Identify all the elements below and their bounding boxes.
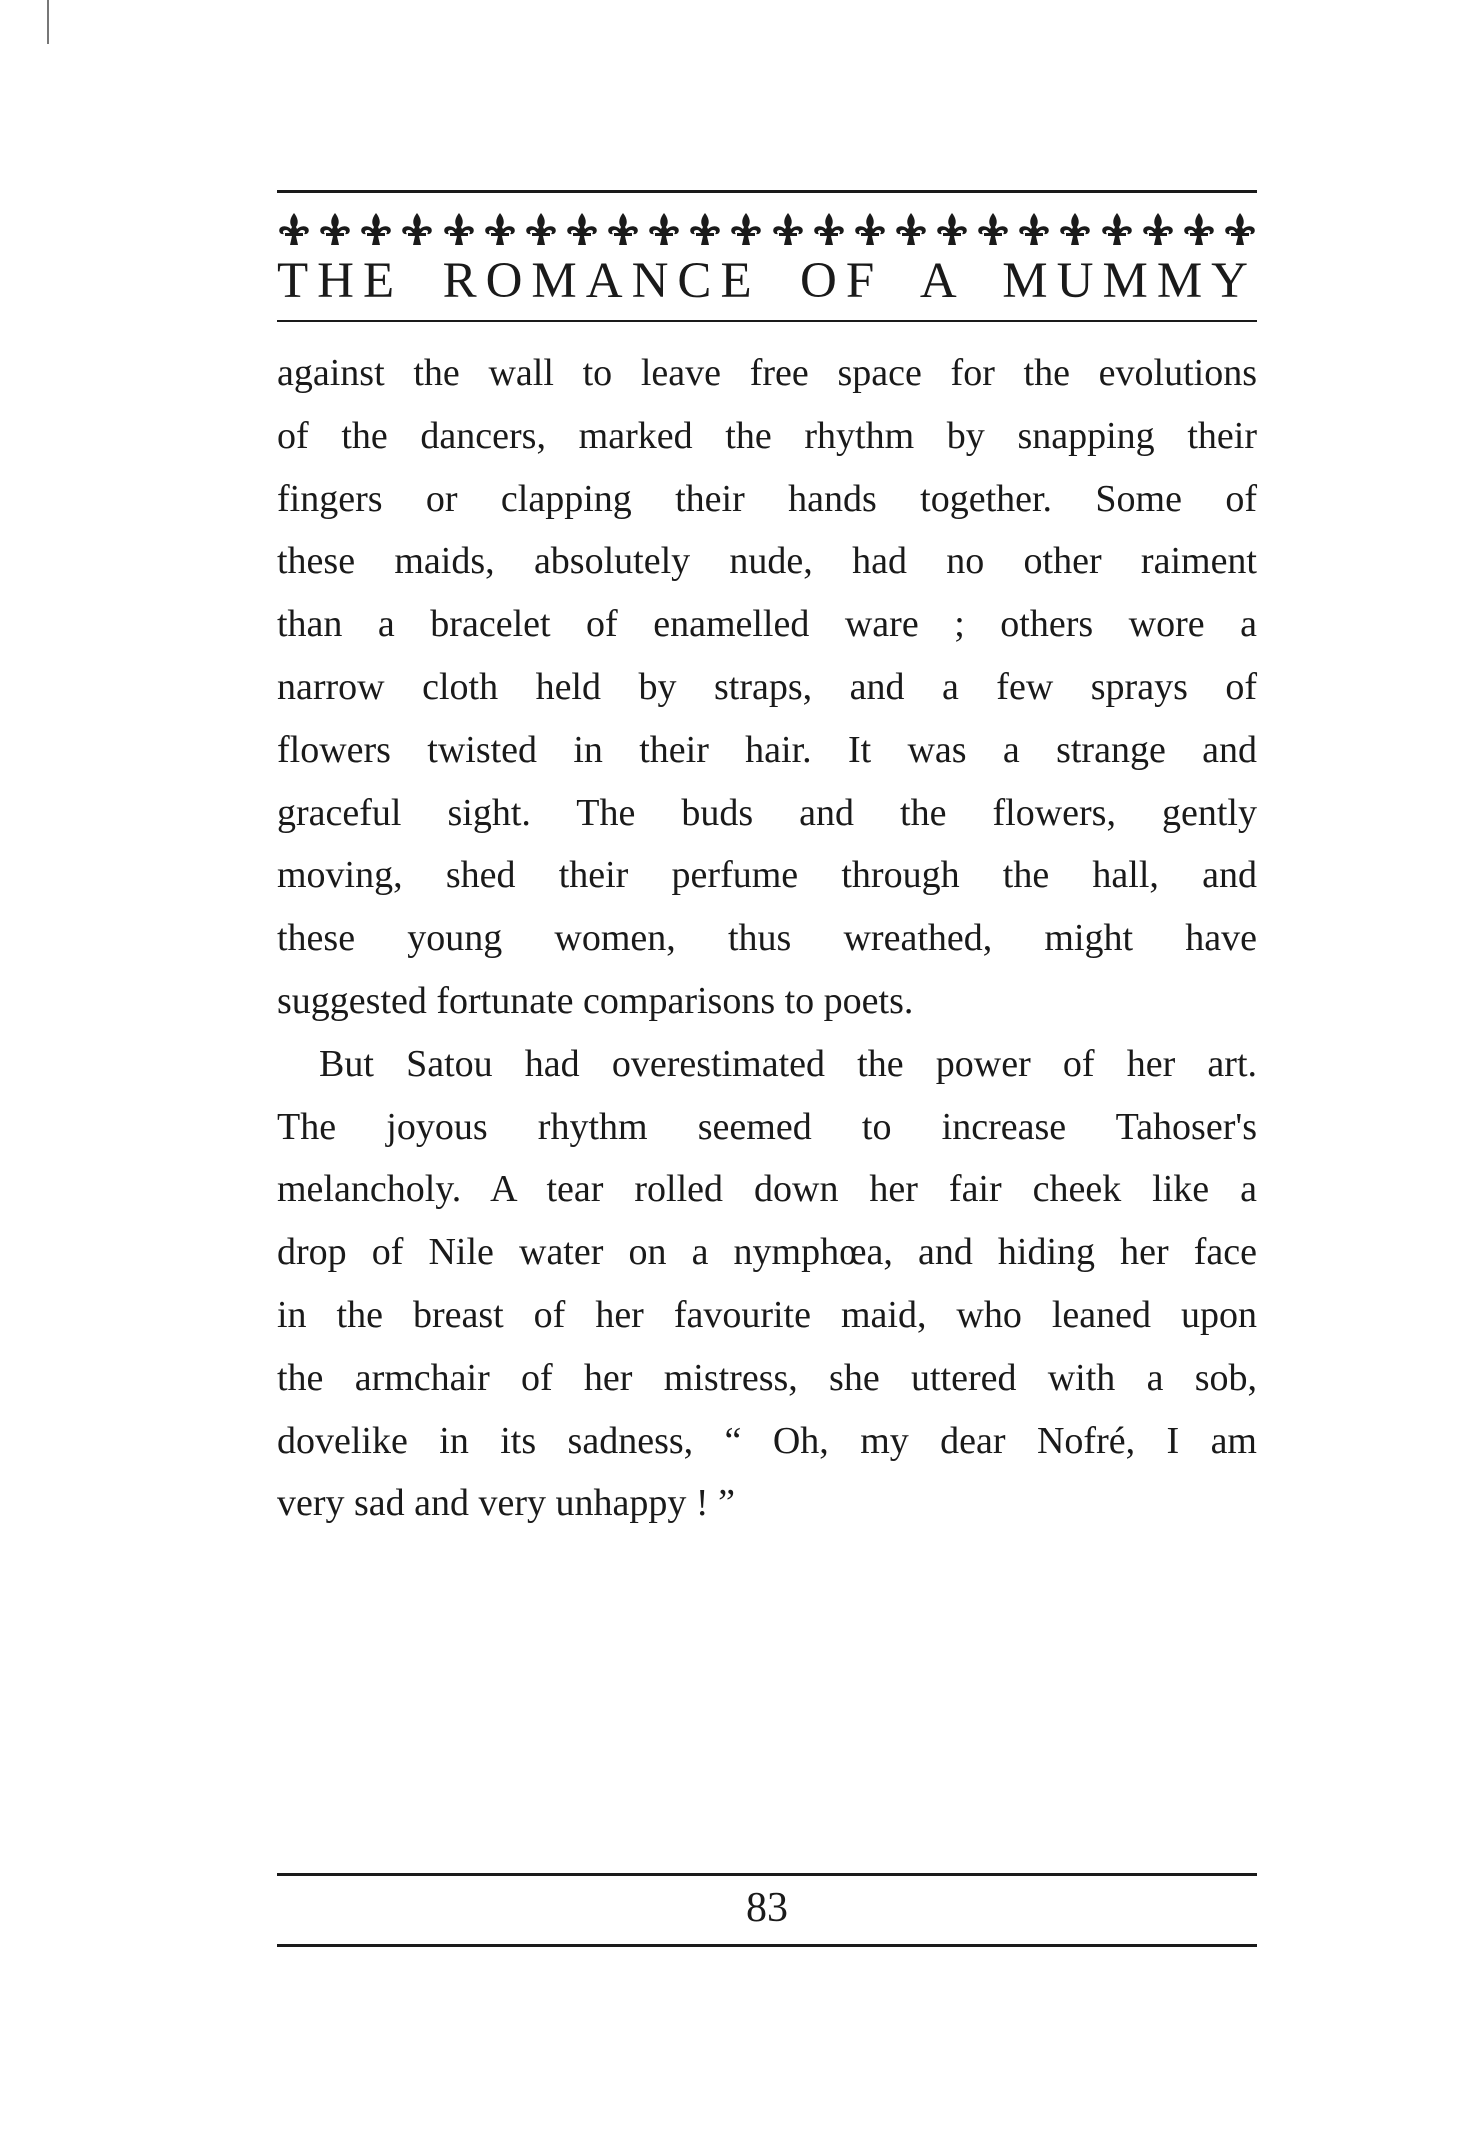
header-top-rule — [277, 190, 1257, 193]
fleur-de-lis-icon — [894, 212, 928, 248]
text-line: flowers twisted in their hair. It was a strange and — [277, 728, 1257, 771]
text-line: graceful sight. The buds and the flowers, gently — [277, 791, 1257, 834]
text-line: dovelike in its sadness, “ Oh, my dear Nofré, I am — [277, 1419, 1257, 1462]
text-line: the armchair of her mistress, she uttered with a sob, — [277, 1356, 1257, 1399]
body-text — [277, 342, 1257, 1535]
fleur-de-lis-icon — [688, 212, 722, 248]
footer-bottom-rule — [277, 1944, 1257, 1947]
paragraph-2 — [277, 1033, 1257, 1535]
fleur-de-lis-icon — [277, 212, 311, 248]
fleur-de-lis-icon — [771, 212, 805, 248]
fleur-de-lis-icon — [1141, 212, 1175, 248]
fleur-de-lis-icon — [483, 212, 517, 248]
footer-top-rule — [277, 1873, 1257, 1876]
fleur-de-lis-icon — [606, 212, 640, 248]
fleur-de-lis-icon — [935, 212, 969, 248]
text-line: these maids, absolutely nude, had no other raiment — [277, 540, 1257, 583]
text-line: against the wall to leave free space for the evolutions — [277, 352, 1257, 394]
text-line: of the dancers, marked the rhythm by snapping their — [277, 414, 1257, 457]
fleur-de-lis-icon — [524, 212, 558, 248]
fleur-de-lis-icon — [1223, 212, 1257, 248]
margin-mark — [47, 0, 49, 44]
fleur-de-lis-icon — [976, 212, 1010, 248]
running-head: THE ROMANCE OF A MUMMY — [277, 253, 1257, 309]
page-number: 83 — [746, 1885, 788, 1931]
fleur-de-lis-icon — [1182, 212, 1216, 248]
fleur-de-lis-icon — [1100, 212, 1134, 248]
text-line: moving, shed their perfume through the hall, and — [277, 854, 1257, 897]
text-line: The joyous rhythm seemed to increase Tahoser's — [277, 1105, 1257, 1148]
fleur-de-lis-icon — [853, 212, 887, 248]
fleur-de-lis-icon — [318, 212, 352, 248]
text-line: these young women, thus wreathed, might have — [277, 917, 1257, 960]
text-line: suggested fortunate comparisons to poets. — [277, 979, 914, 1022]
text-line: But Satou had overestimated the power of her art. — [319, 1042, 1257, 1085]
fleur-de-lis-icon — [400, 212, 434, 248]
text-line: melancholy. A tear rolled down her fair cheek like a — [277, 1168, 1257, 1211]
paragraph-1 — [277, 342, 1257, 1033]
fleur-de-lis-icon — [1017, 212, 1051, 248]
fleur-de-lis-icon — [565, 212, 599, 248]
fleur-de-lis-icon — [812, 212, 846, 248]
header-bottom-rule — [277, 320, 1257, 322]
text-line: drop of Nile water on a nymphœa, and hiding her face — [277, 1231, 1257, 1274]
ornament-border — [277, 205, 1257, 255]
text-line: narrow cloth held by straps, and a few sprays of — [277, 665, 1257, 708]
fleur-de-lis-icon — [729, 212, 763, 248]
text-line: fingers or clapping their hands together. Some of — [277, 477, 1257, 520]
fleur-de-lis-icon — [1058, 212, 1092, 248]
fleur-de-lis-icon — [647, 212, 681, 248]
text-line: very sad and very unhappy ! ” — [277, 1482, 735, 1525]
text-line: than a bracelet of enamelled ware ; others wore a — [277, 603, 1257, 646]
fleur-de-lis-icon — [442, 212, 476, 248]
fleur-de-lis-icon — [359, 212, 393, 248]
text-line: in the breast of her favourite maid, who leaned upon — [277, 1293, 1257, 1336]
